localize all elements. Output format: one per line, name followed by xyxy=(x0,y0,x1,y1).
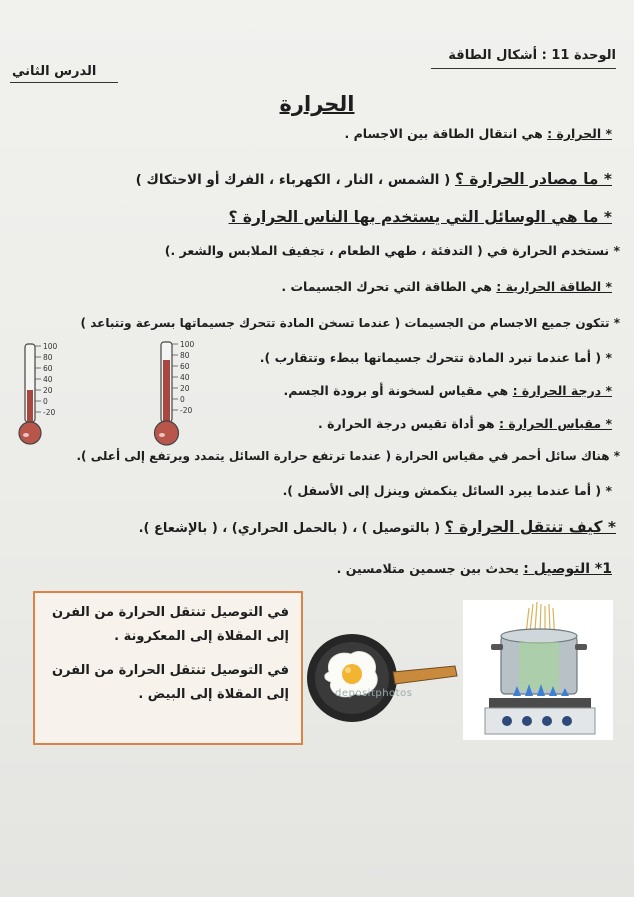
tick-label: 20 xyxy=(180,384,190,393)
tick-label: 80 xyxy=(43,353,53,362)
thermometer-label: * مقياس الحرارة : xyxy=(499,416,612,431)
thermometer-left-liquid xyxy=(27,390,33,426)
pot-handle-right xyxy=(575,644,587,650)
tick-label: 40 xyxy=(180,373,190,382)
tick-label: 100 xyxy=(180,340,195,349)
pot-on-stove-illustration xyxy=(463,600,613,740)
tick-label: 20 xyxy=(43,386,53,395)
transfer-answer: ( بالتوصيل ) ، ( بالحمل الحراري) ، ( بالإشعاع ). xyxy=(138,521,445,536)
sources-line xyxy=(136,170,612,188)
means-question: * ما هي الوسائل التي يستخدم بها الناس الحرارة ؟ xyxy=(228,208,612,226)
definition-text: هي انتقال الطاقة بين الاجسام . xyxy=(344,126,548,141)
stove-top xyxy=(489,698,591,708)
tick-label: -20 xyxy=(180,406,193,415)
tick-label: 80 xyxy=(180,351,190,360)
stove-knob xyxy=(542,716,552,726)
conduction-label: 1* التوصيل : xyxy=(523,561,612,577)
particles-line-1: * تتكون جميع الاجسام من الجسيمات ( عندما تسخن المادة تتحرك جسيماتها بسرعة وتتباعد ) xyxy=(80,316,620,330)
particles-line-2: * ( أما عندما تبرد المادة تتحرك جسيماتها ببطء وتتقارب ). xyxy=(259,350,612,365)
page-title: الحرارة xyxy=(279,92,355,116)
thermometer-line xyxy=(318,416,612,431)
temperature-label: * درجة الحرارة : xyxy=(512,383,612,398)
egg-yolk xyxy=(342,664,362,684)
tick-label: 40 xyxy=(43,375,53,384)
tick-label: 60 xyxy=(180,362,190,371)
thermal-energy-label: * الطاقة الحرارية : xyxy=(496,279,612,294)
stove-front xyxy=(485,708,595,734)
tick-label: -20 xyxy=(43,408,56,417)
thermometer-left-bulb xyxy=(19,422,41,444)
tick-label: 60 xyxy=(43,364,53,373)
note-paragraph-pasta: في التوصيل تنتقل الحرارة من الفرن إلى المقلاة إلى المعكرونة . xyxy=(51,605,289,644)
thermal-energy-text: هي الطاقة التي تحرك الجسيمات . xyxy=(281,279,497,294)
pan-handle xyxy=(393,666,457,684)
conduction-text: يحدث بين جسمين متلامسين . xyxy=(336,561,524,576)
frying-pan-egg-illustration xyxy=(305,624,460,732)
stove-knob xyxy=(522,716,532,726)
liquid-line-2: * ( أما عندما يبرد السائل ينكمش وينزل إلى الأسفل ). xyxy=(282,483,612,498)
lesson-underline xyxy=(10,82,118,83)
temperature-line xyxy=(283,383,612,398)
pot-handle-left xyxy=(491,644,503,650)
temperature-text: هي مقياس لسخونة أو برودة الجسم. xyxy=(283,383,513,398)
pot-rim xyxy=(501,629,577,643)
tick-label: 0 xyxy=(180,395,185,404)
thermometer-right-liquid xyxy=(163,360,170,426)
thermal-energy-line xyxy=(281,279,612,294)
unit-heading: الوحدة 11 : أشكال الطاقة xyxy=(448,48,616,63)
definition-label: * الحرارة : xyxy=(547,126,612,141)
tick-label: 100 xyxy=(43,342,58,351)
uses-line: * نستخدم الحرارة في ( التدفئة ، طهي الطعام ، تجفيف الملابس والشعر .) xyxy=(164,243,620,258)
stove-knob xyxy=(562,716,572,726)
thermometer-right xyxy=(142,338,206,450)
definition-line xyxy=(345,126,613,141)
thermometer-right-bulb xyxy=(155,421,179,445)
sources-question: * ما مصادر الحرارة ؟ xyxy=(455,170,612,188)
thermometer-text: هو أداة تقيس درجة الحرارة . xyxy=(317,416,499,431)
lesson-heading: الدرس الثاني xyxy=(12,64,97,79)
tick-label: 0 xyxy=(43,397,48,406)
transfer-question: * كيف تنتقل الحرارة ؟ xyxy=(444,518,616,536)
conduction-line xyxy=(337,561,612,577)
conduction-note-box xyxy=(33,591,303,745)
liquid-line-1: * هناك سائل أحمر في مقياس الحرارة ( عندما ترتفع حرارة السائل يتمدد ويرتفع إلى أعلى ). xyxy=(76,449,620,463)
transfer-line xyxy=(139,518,616,536)
sources-answer: ( الشمس ، النار ، الكهرباء ، الفرك أو الاحتكاك ) xyxy=(135,172,455,188)
watermark-text: depositphotos xyxy=(335,688,413,699)
stove-knob xyxy=(502,716,512,726)
unit-underline xyxy=(431,68,616,69)
thermometer-left xyxy=(8,340,68,450)
note-paragraph-egg: في التوصيل تنتقل الحرارة من الفرن إلى المقلاة إلى البيض . xyxy=(51,663,289,702)
